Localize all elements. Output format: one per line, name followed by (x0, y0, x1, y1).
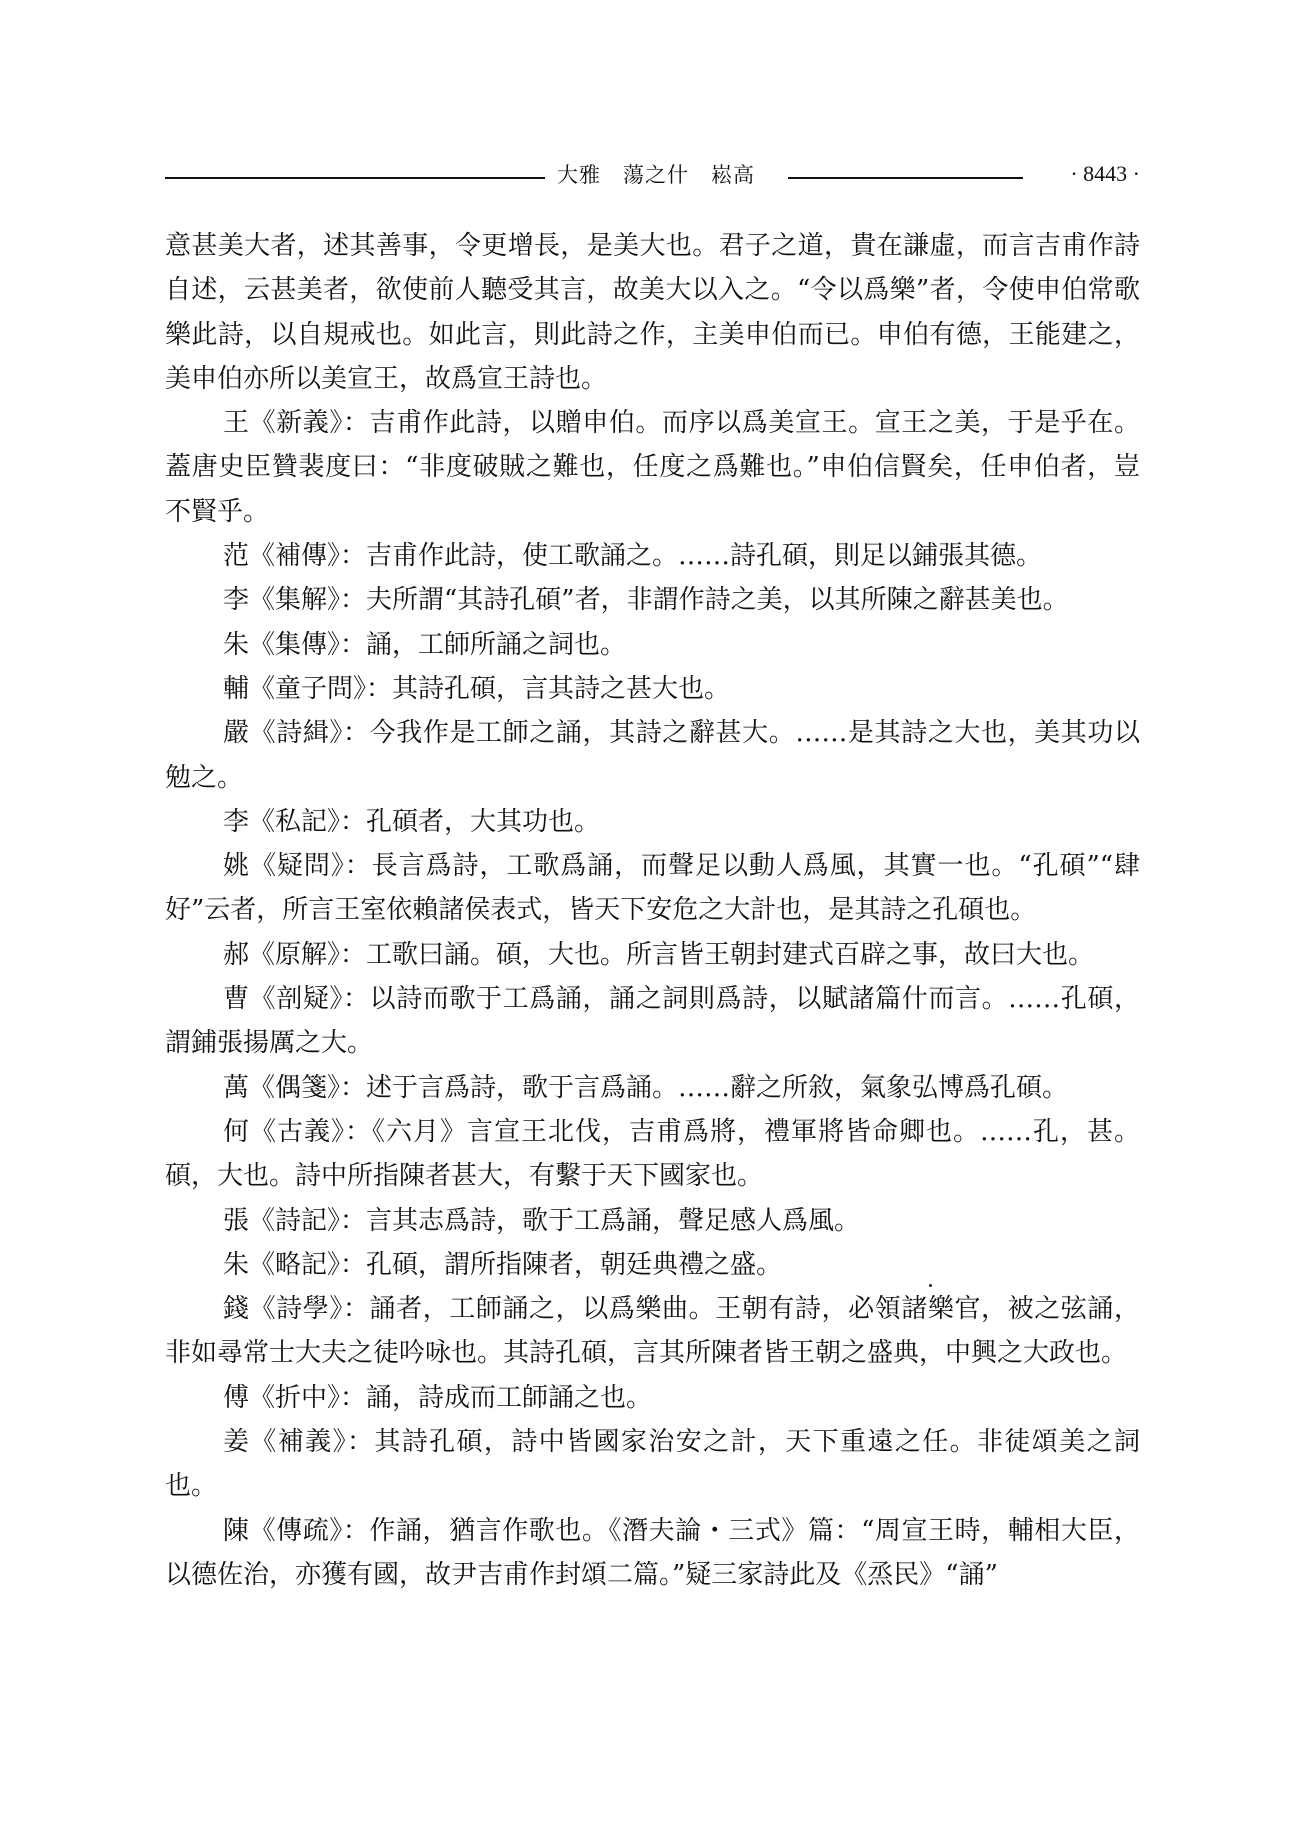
header-title: 大雅 蕩之什 崧高 (557, 163, 755, 187)
paragraph-commentary: 萬《偶箋》：述于言爲詩，歌于言爲誦。……辭之所敘，氣象弘博爲孔碩。 (223, 1072, 1069, 1103)
paragraph-commentary: 嚴《詩緝》：今我作是工師之誦，其詩之辭甚大。……是其詩之大也，美其功以勉之。 (165, 718, 1140, 793)
paragraph-commentary: 李《集解》：夫所謂“其詩孔碩”者，非謂作詩之美，以其所陳之辭甚美也。 (223, 585, 1069, 616)
page-number: · 8443 · (1070, 161, 1140, 186)
paragraph-commentary: 朱《集傳》：誦，工師所誦之詞也。 (223, 629, 627, 660)
paragraph-commentary: 朱《略記》：孔碩，謂所指陳者，朝廷典禮之盛。 (223, 1249, 783, 1280)
paragraph-continuation: 意甚美大者，述其善事，令更增長，是美大也。君子之道，貴在謙虛，而言吉甫作詩自述，云甚美者，欲使前人聽受其言，故美大以入之。“令以爲樂”者，令使申伯常歌樂此詩，以自規戒也。如此言，則此詩之作，主美申伯而已。申伯有德，王能建之，美申伯亦所以美宣王，故爲宣王詩也。 (165, 231, 1140, 394)
paragraph-commentary: 錢《詩學》：誦者，工師誦之，以爲樂曲。王朝有詩，必領諸樂官，被之弦誦，非如尋常士大夫之徒吟咏也。其詩孔碩，言其所陳者皆王朝之盛典，中興之大政也。 (165, 1294, 1140, 1369)
paragraph-commentary: 曹《剖疑》：以詩而歌于工爲誦，誦之詞則爲詩，以賦諸篇什而言。……孔碩，謂鋪張揚厲之大。 (165, 984, 1140, 1059)
scan-speck (929, 1284, 932, 1287)
paragraph-commentary: 范《補傳》：吉甫作此詩，使工歌誦之。……詩孔碩，則足以鋪張其德。 (223, 541, 1043, 572)
paragraph-commentary: 姜《補義》：其詩孔碩，詩中皆國家治安之計，天下重遠之任。非徒頌美之詞也。 (165, 1427, 1140, 1502)
paragraph-commentary: 郝《原解》：工歌曰誦。碩，大也。所言皆王朝封建式百辟之事，故曰大也。 (223, 939, 1095, 970)
body-text (165, 224, 1140, 1597)
paragraph-commentary: 姚《疑問》：長言爲詩，工歌爲誦，而聲足以動人爲風，其實一也。“孔碩”“肆好”云者，所言王室依賴諸侯表式，皆天下安危之大計也，是其詩之孔碩也。 (165, 851, 1140, 926)
paragraph-commentary: 陳《傳疏》：作誦，猶言作歌也。《潛夫論・三式》篇：“周宣王時，輔相大臣，以德佐治，亦獲有國，故尹吉甫作封頌二篇。”疑三家詩此及《烝民》“誦” (165, 1515, 1140, 1590)
paragraph-commentary: 李《私記》：孔碩者，大其功也。 (223, 806, 601, 837)
header-rule-left (165, 177, 545, 179)
header-rule-right (788, 177, 1023, 179)
paragraph-commentary: 輔《童子問》：其詩孔碩，言其詩之甚大也。 (223, 673, 731, 704)
paragraph-commentary: 傅《折中》：誦，詩成而工師誦之也。 (223, 1382, 653, 1413)
paragraph-commentary: 張《詩記》：言其志爲詩，歌于工爲誦，聲足感人爲風。 (223, 1205, 861, 1236)
running-header (165, 155, 1140, 195)
paragraph-commentary: 王《新義》：吉甫作此詩，以贈申伯。而序以爲美宣王。宣王之美，于是乎在。蓋唐史臣贊裴度曰：“非度破賊之難也，任度之爲難也。”申伯信賢矣，任申伯者，豈不賢乎。 (165, 408, 1140, 527)
paragraph-commentary: 何《古義》：《六月》言宣王北伐，吉甫爲將，禮軍將皆命卿也。……孔，甚。碩，大也。詩中所指陳者甚大，有繫于天下國家也。 (165, 1116, 1140, 1192)
